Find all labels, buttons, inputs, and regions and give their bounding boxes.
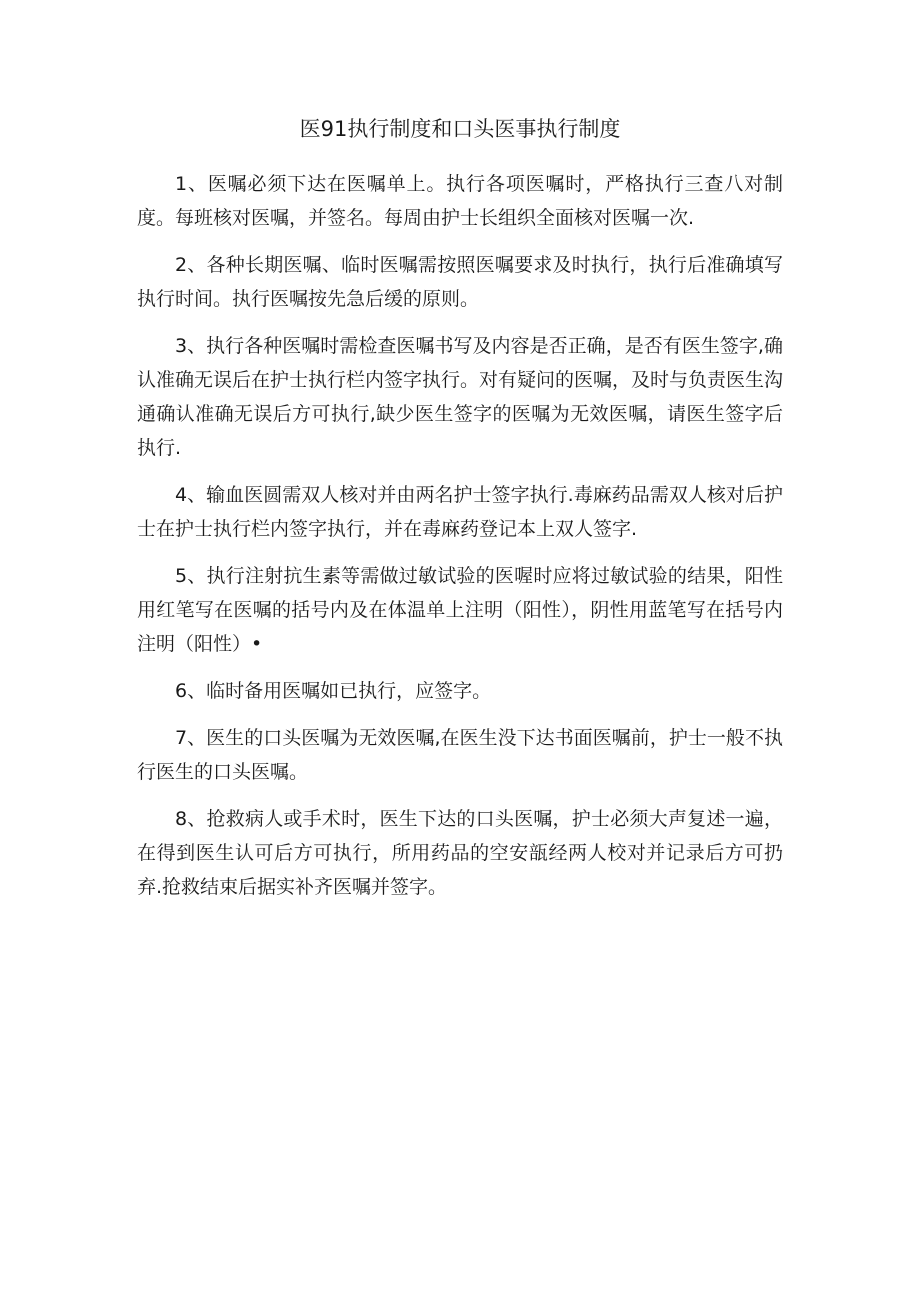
paragraph-5: 5、执行注射抗生素等需做过敏试验的医喔时应将过敏试验的结果，阳性用红笔写在医嘱的括号内及在体温单上注明（阳性），阴性用蓝笔写在括号内注明（阳性）• bbox=[137, 565, 783, 655]
paragraph-6: 6、临时备用医嘱如已执行，应签字。 bbox=[175, 680, 492, 702]
paragraph-3: 3、执行各种医嘱时需检查医嘱书写及内容是否正确，是否有医生签字,确认准确无误后在护士执行栏内签字执行。对有疑问的医嘱，及时与负责医生沟通确认准确无误后方可执行,缺少医生签字的医嘱为无效医嘱，请医生签字后执行. bbox=[137, 335, 784, 459]
paragraph-2: 2、各种长期医嘱、临时医嘱需按照医嘱要求及时执行，执行后准确填写执行时间。执行医嘱按先急后缓的原则。 bbox=[137, 254, 783, 310]
document-body bbox=[137, 167, 783, 917]
paragraph-7: 7、医生的口头医嘱为无效医嘱,在医生没下达书面医嘱前，护士一般不执行医生的口头医嘱。 bbox=[137, 727, 783, 783]
paragraph-8: 8、抢救病人或手术时，医生下达的口头医嘱，护士必须大声复述一遍，在得到医生认可后方可执行，所用药品的空安瓿经两人校对并记录后方可扔弃.抢救结束后据实补齐医嘱并签字。 bbox=[137, 808, 783, 898]
paragraph-1: 1、医嘱必须下达在医嘱单上。执行各项医嘱时，严格执行三查八对制度。每班核对医嘱，并签名。每周由护士长组织全面核对医嘱一次. bbox=[137, 173, 783, 229]
paragraph-4: 4、输血医圆需双人核对并由两名护士签字执行.毒麻药品需双人核对后护士在护士执行栏内签字执行，并在毒麻药登记本上双人签字. bbox=[137, 484, 783, 540]
document-title: 医91执行制度和口头医事执行制度 bbox=[299, 117, 621, 141]
